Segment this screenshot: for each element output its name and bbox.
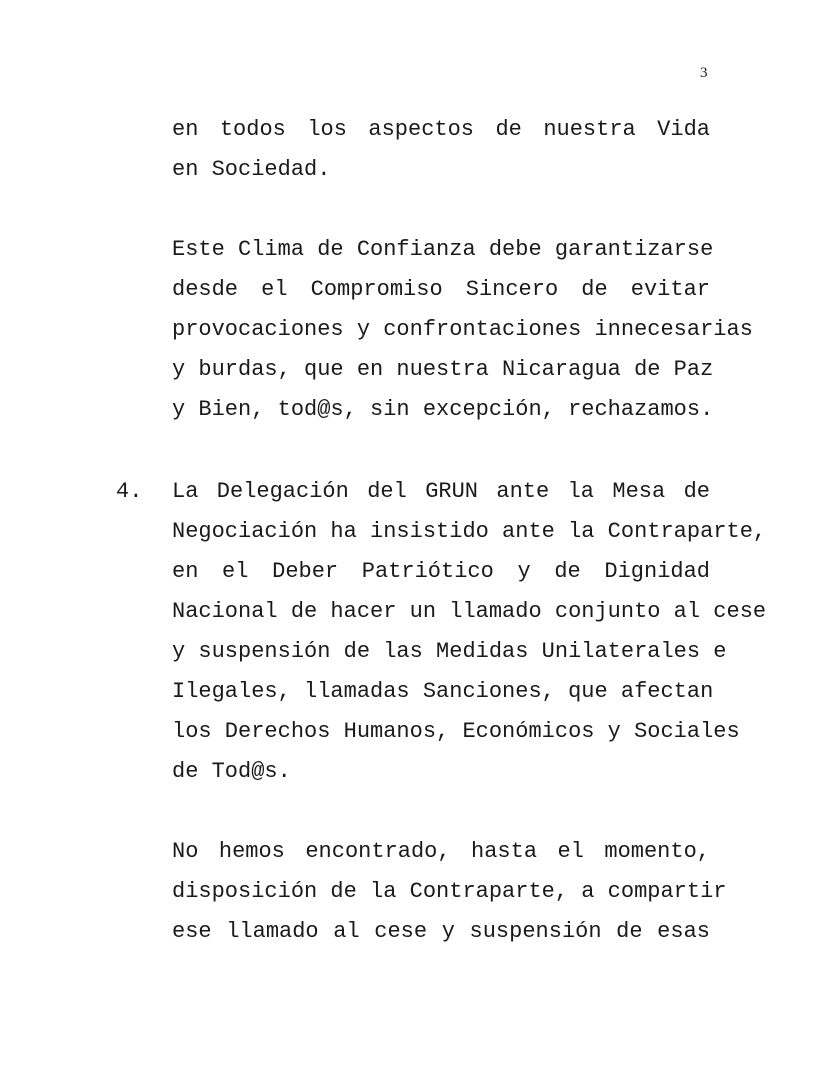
text-line: disposición de la Contraparte, a compartir [172,879,727,904]
text-line: desde el Compromiso Sincero de evitar [172,277,710,302]
text-line: provocaciones y confrontaciones innecesarias [172,317,753,342]
text-line: ese llamado al cese y suspensión de esas [172,919,710,944]
text-line: Ilegales, llamadas Sanciones, que afectan [172,679,714,704]
item-number: 4. [116,479,143,504]
text-line: los Derechos Humanos, Económicos y Sociales [172,719,740,744]
text-line: en Sociedad. [172,157,331,182]
text-line: Nacional de hacer un llamado conjunto al cese [172,599,767,624]
text-line: y Bien, tod@s, sin excepción, rechazamos. [172,397,714,422]
text-line: No hemos encontrado, hasta el momento, [172,839,710,864]
text-line: en el Deber Patriótico y de Dignidad [172,559,710,584]
text-line: Negociación ha insistido ante la Contraparte, [172,519,767,544]
text-line: Este Clima de Confianza debe garantizarse [172,237,714,262]
text-line: en todos los aspectos de nuestra Vida [172,117,710,142]
text-line: La Delegación del GRUN ante la Mesa de [172,479,710,504]
text-line: y suspensión de las Medidas Unilaterales e [172,639,727,664]
text-line: de Tod@s. [172,759,291,784]
text-line: y burdas, que en nuestra Nicaragua de Paz [172,357,714,382]
page-number: 3 [700,65,708,81]
